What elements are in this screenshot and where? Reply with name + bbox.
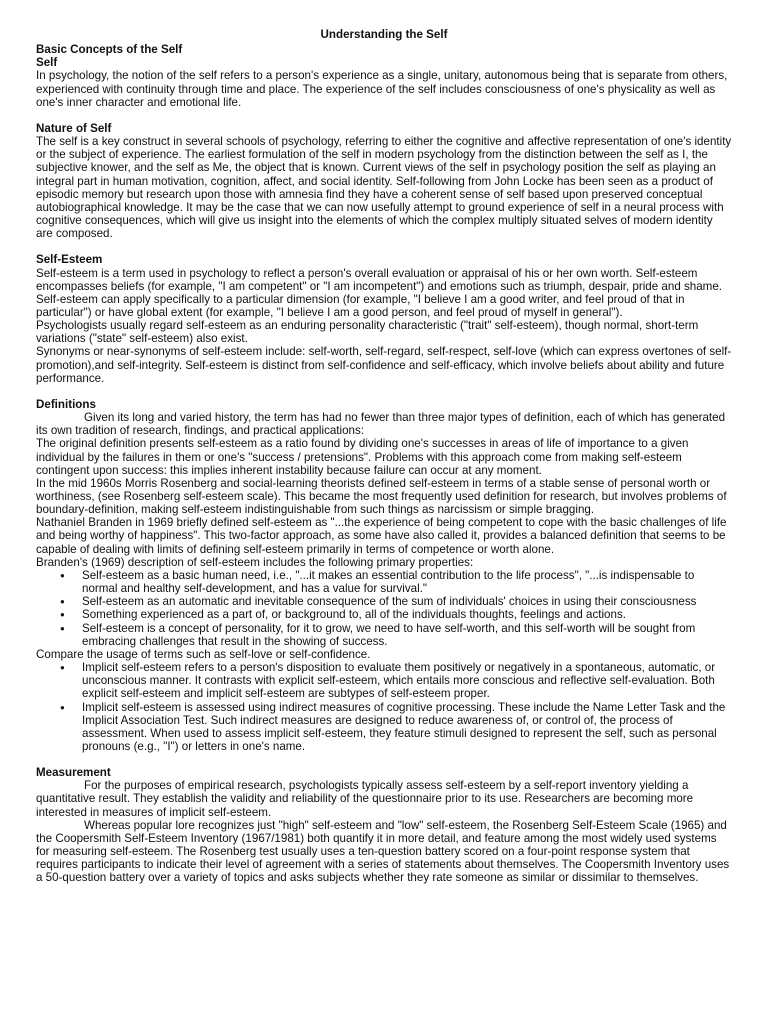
paragraph-definitions-5: Branden's (1969) description of self-esteem includes the following primary properties: [36, 555, 474, 569]
heading-self-esteem: Self-Esteem [36, 253, 103, 267]
paragraph-definitions-3: In the mid 1960s Morris Rosenberg and social-learning theorists defined self-esteem in terms of a stable sense of personal worth or worthiness, (see Rosenberg self-esteem scale). This became the most frequently used definition for research, but involves problems of boundary-definition, making self-esteem indistinguishable from such things as narcissism or simple bragging. [36, 476, 727, 517]
list-item: ● Something experienced as a part of, or background to, all of the individuals thoughts, feelings and actions. [82, 608, 732, 621]
paragraph-self: In psychology, the notion of the self refers to a person's experience as a single, unitary, autonomous being that is separate from others, experienced with continuity through time and place. The experience of the self includes consciousness of one's physicality as well as one's inner character and emotional life. [36, 69, 728, 109]
paragraph-measurement-2: Whereas popular lore recognizes just "high" self-esteem and "low" self-esteem, the Rosenberg Self-Esteem Scale (1965) and the Coopersmith Self-Esteem Inventory (1967/1981) both quantify it in more detail, and feature among the most widely used systems for measuring self-esteem. The Rosenberg test usually uses a ten-question battery scored on a four-point response system that requires participants to indicate their level of agreement with a series of statements about themselves. The Coopersmith Inventory uses a 50-question battery over a variety of topics and asks subjects whether they rate someone as similar or dissimilar to themselves. [36, 818, 730, 885]
heading-basic-concepts: Basic Concepts of the Self [36, 43, 183, 57]
heading-nature-of-self: Nature of Self [36, 121, 112, 135]
paragraph-measurement-1: For the purposes of empirical research, psychologists typically assess self-esteem by a self-report inventory yielding a quantitative result. They establish the validity and reliability of the questionnaire prior to its use. Researchers are becoming more interested in measures of implicit self-esteem. [36, 779, 694, 819]
heading-definitions: Definitions [36, 397, 96, 411]
spacer [36, 385, 732, 398]
paragraph-definitions-4: Nathaniel Branden in 1969 briefly defined self-esteem as "...the experience of being competent to cope with the basic challenges of life and being worthy of happiness". This two-factor approach, as some have also called it, provides a balanced definition that seems to be capable of dealing with limits of defining self-esteem primarily in terms of competence or worth alone. [36, 516, 727, 556]
branden-properties-list [36, 569, 732, 648]
document-title: Understanding the Self [320, 28, 448, 41]
list-item: ● Self-esteem as a basic human need, i.e., "...it makes an essential contribution to the life process", "...is indispensable to normal and healthy self-development, and has a value for survival." [82, 569, 732, 595]
list-item: ● Implicit self-esteem is assessed using indirect measures of cognitive processing. These include the Name Letter Task and the Implicit Association Test. Such indirect measures are designed to reduce awareness of, or control of, the process of assessment. When used to assess implicit self-esteem, they feature stimuli designed to represent the self, such as personal pronouns (e.g., "I") or letters in one's name. [82, 701, 732, 754]
spacer [36, 109, 732, 122]
paragraph-definitions-1: Given its long and varied history, the term has had no fewer than three major types of definition, each of which has generated its own tradition of research, findings, and practical applications: [36, 411, 726, 438]
implicit-esteem-list [36, 661, 732, 753]
paragraph-self-esteem-1: Self-esteem is a term used in psychology to reflect a person's overall evaluation or appraisal of his or her own worth. Self-esteem encompasses beliefs (for example, "I am competent" or "I am incompetent") and emotions such as triumph, despair, pride and shame. Self-esteem can apply specifically to a particular dimension (for example, "I believe I am a good writer, and feel proud of that in particular") or have global extent (for example, "I believe I am a good person, and feel proud of myself in general"). [36, 266, 723, 319]
paragraph-self-esteem-2: Psychologists usually regard self-esteem as an enduring personality characteristic ("trait" self-esteem), though normal, short-term variations ("state" self-esteem) also exist. [36, 319, 699, 346]
spacer [36, 240, 732, 253]
list-item: ● Implicit self-esteem refers to a person's disposition to evaluate them positively or negatively in a spontaneous, automatic, or unconscious manner. It contrasts with explicit self-esteem, which entails more conscious and reflective self-evaluation. Both explicit self-esteem and implicit self-esteem are subtypes of self-esteem proper. [82, 661, 732, 700]
paragraph-self-esteem-3: Synonyms or near-synonyms of self-esteem include: self-worth, self-regard, self-respect, self-love (which can express overtones of self-promotion),and self-integrity. Self-esteem is distinct from self-confidence and self-efficacy, which involve beliefs about ability and future performance. [36, 345, 732, 385]
list-item: ● Self-esteem is a concept of personality, for it to grow, we need to have self-worth, and this self-worth will be sought from embracing challenges that result in the showing of success. [82, 622, 732, 648]
list-item: ● Self-esteem as an automatic and inevitable consequence of the sum of individuals' choices in using their consciousness [82, 595, 732, 608]
paragraph-definitions-2: The original definition presents self-esteem as a ratio found by dividing one's successes in areas of life of importance to a given individual by the failures in them or one's "success / pretensions". Problems with this approach come from making self-esteem contingent upon success: this implies inherent instability because failure can occur at any moment. [36, 437, 689, 477]
paragraph-nature-of-self: The self is a key construct in several schools of psychology, referring to either the cognitive and affective representation of one's identity or the subject of experience. The earliest formulation of the self in modern psychology from the distinction between the self as I, the subjective knower, and the self as Me, the object that is known. Current views of the self in psychology position the self as playing an integral part in human motivation, cognition, affect, and social identity. Self-following from John Locke has been seen as a product of episodic memory but research upon those with amnesia find they have a coherent sense of self based upon preserved conceptual autobiographical knowledge. It may be the case that we can now usefully attempt to ground experience of self in a neural process with cognitive consequences, which will give us insight into the elements of which the complex multiply situated selves of modern identity are composed. [36, 135, 732, 241]
heading-measurement: Measurement [36, 766, 111, 780]
heading-self: Self [36, 56, 58, 70]
paragraph-compare: Compare the usage of terms such as self-love or self-confidence. [36, 647, 371, 661]
spacer [36, 753, 732, 766]
